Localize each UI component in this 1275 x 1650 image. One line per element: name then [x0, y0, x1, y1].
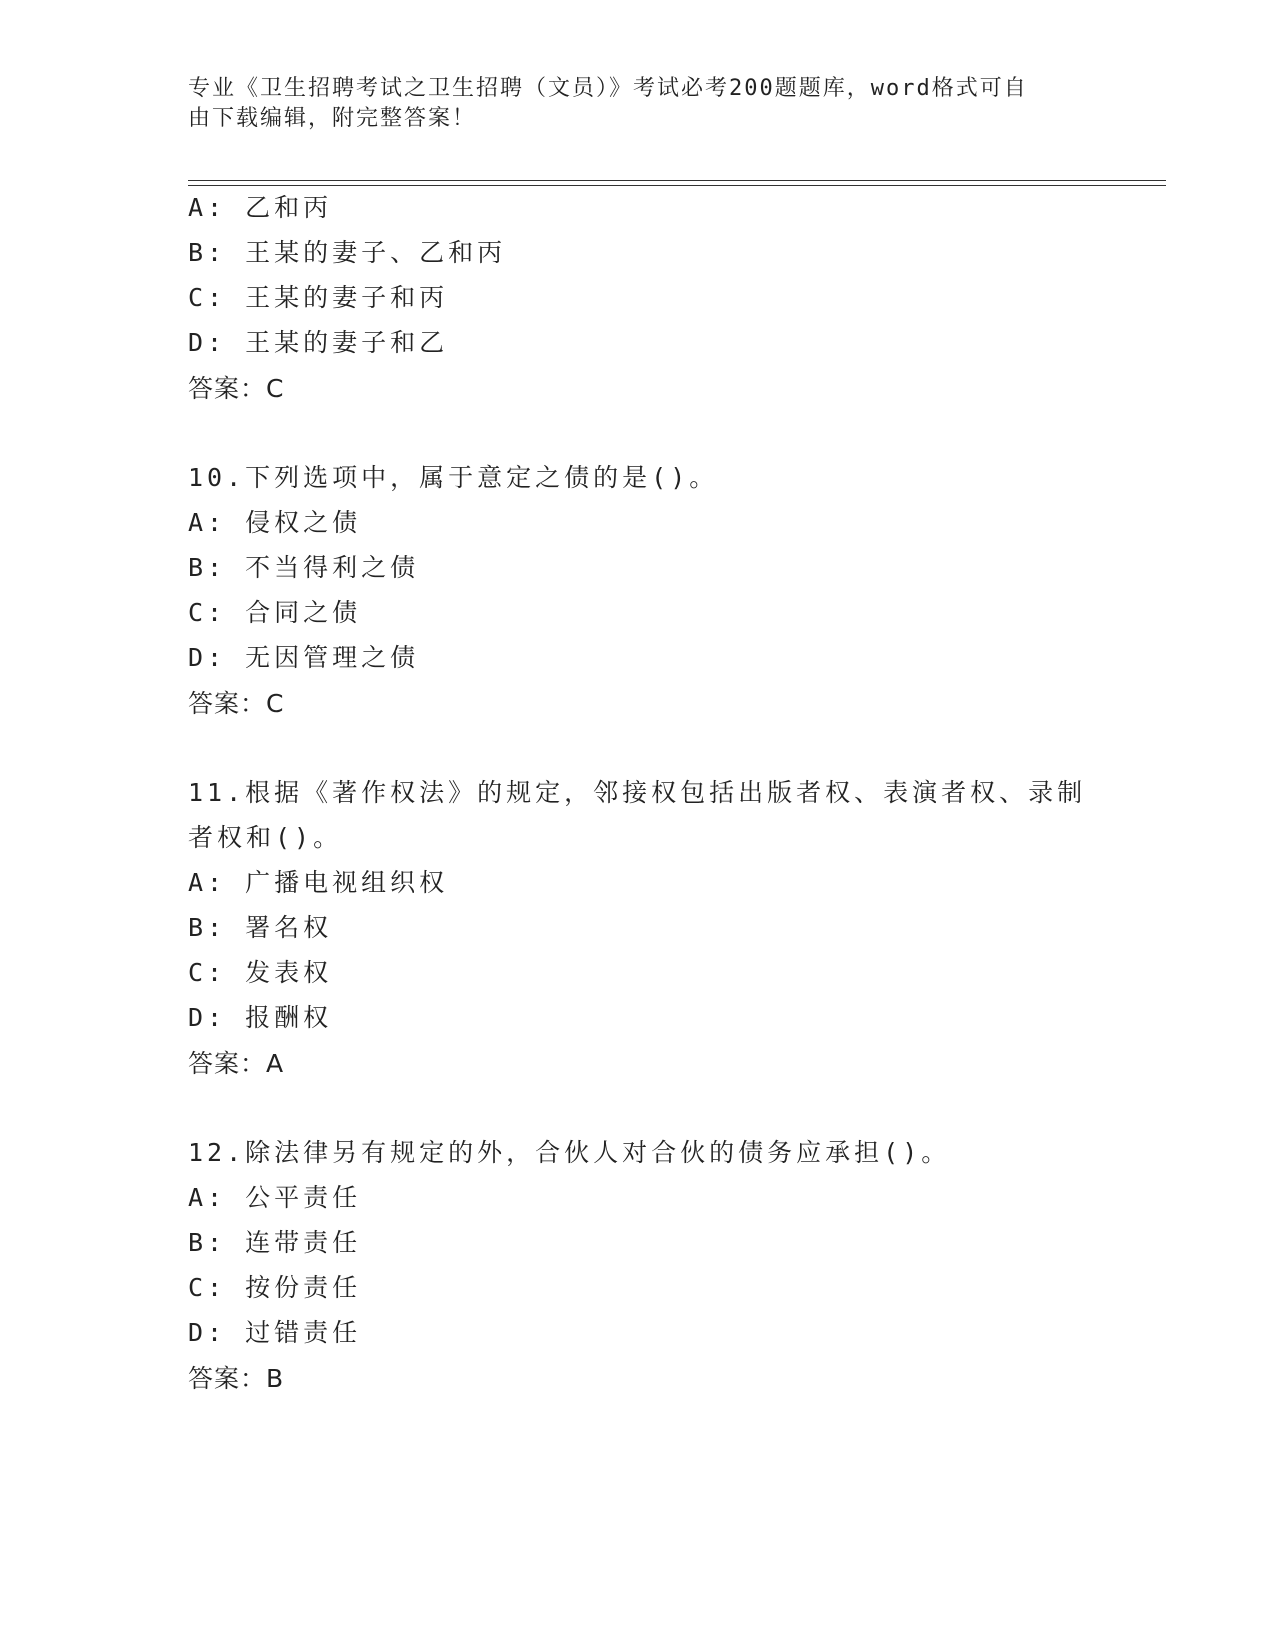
header-line-1: 专业《卫生招聘考试之卫生招聘（文员）》考试必考200题题库，word格式可自: [188, 76, 1028, 101]
q10-answer: 答案：C: [188, 689, 285, 718]
q10-option-c: C: 合同之债: [188, 598, 362, 627]
q10-stem: 10.下列选项中，属于意定之债的是()。: [188, 463, 719, 492]
q9-answer: 答案：C: [188, 374, 285, 403]
q11-answer: 答案：A: [188, 1049, 285, 1078]
q11-stem-line-2: 者权和()。: [188, 823, 343, 852]
q12-option-c: C: 按份责任: [188, 1273, 362, 1302]
header-divider-bottom: [188, 185, 1166, 186]
q10-option-b: B: 不当得利之债: [188, 553, 420, 582]
q9-option-b: B: 王某的妻子、乙和丙: [188, 238, 507, 267]
q11-stem-line-1: 11.根据《著作权法》的规定，邻接权包括出版者权、表演者权、录制: [188, 778, 1087, 807]
q12-answer: 答案：B: [188, 1364, 285, 1393]
q10-option-a: A: 侵权之债: [188, 508, 362, 537]
q9-option-d: D: 王某的妻子和乙: [188, 328, 449, 357]
q12-option-b: B: 连带责任: [188, 1228, 362, 1257]
q12-option-d: D: 过错责任: [188, 1318, 362, 1347]
q10-option-d: D: 无因管理之债: [188, 643, 420, 672]
q11-option-b: B: 署名权: [188, 913, 333, 942]
document-header: [188, 74, 1068, 134]
q12-stem: 12.除法律另有规定的外，合伙人对合伙的债务应承担()。: [188, 1138, 951, 1167]
q11-option-d: D: 报酬权: [188, 1003, 333, 1032]
q11-option-c: C: 发表权: [188, 958, 333, 987]
header-line-2: 由下载编辑，附完整答案！: [188, 106, 477, 131]
q12-option-a: A: 公平责任: [188, 1183, 362, 1212]
q9-option-a: A: 乙和丙: [188, 193, 333, 222]
header-divider-top: [188, 180, 1166, 181]
q9-option-c: C: 王某的妻子和丙: [188, 283, 449, 312]
q11-option-a: A: 广播电视组织权: [188, 868, 449, 897]
